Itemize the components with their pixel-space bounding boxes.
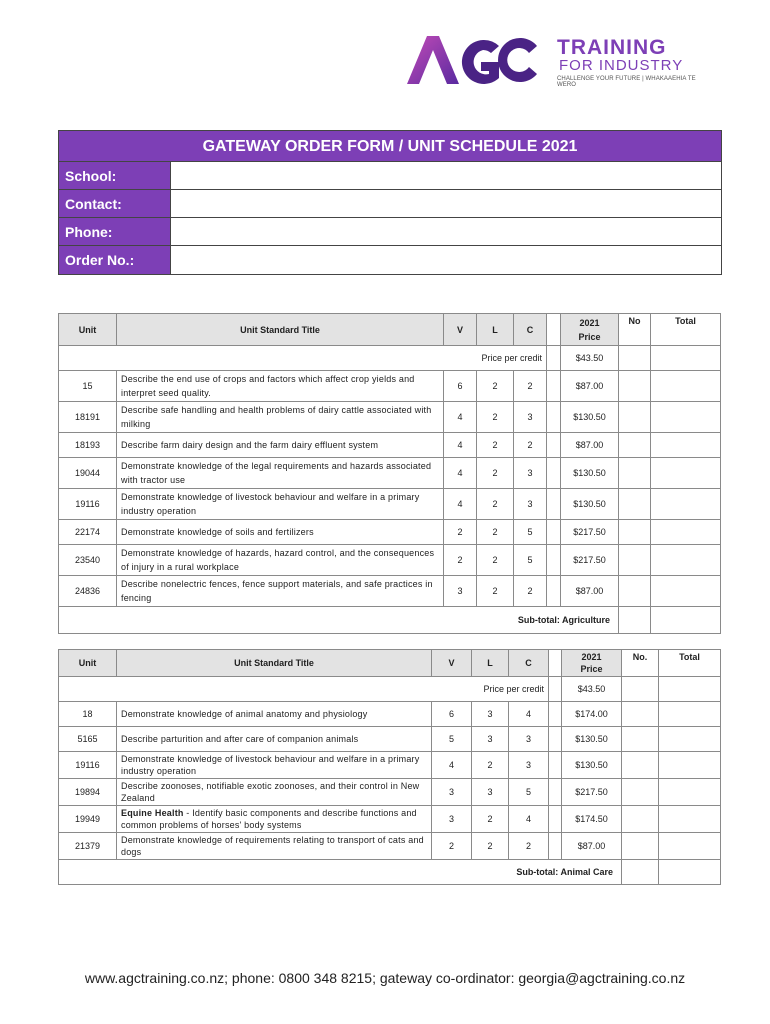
v-value: 4 <box>444 402 477 433</box>
c-value: 3 <box>509 727 549 752</box>
form-row-order-no <box>59 246 721 274</box>
price-label: Price <box>578 331 601 342</box>
unit-title-text: - Identify basic components and describe functions and common problems of horses' body systems <box>121 808 417 830</box>
c-value: 5 <box>509 779 549 806</box>
l-value: 2 <box>477 402 514 433</box>
table-row <box>59 752 721 779</box>
v-value: 4 <box>444 489 477 520</box>
v-value: 2 <box>444 520 477 545</box>
order-no-field[interactable] <box>171 246 721 274</box>
unit-title: Describe nonelectric fences, fence support materials, and safe practices in fencing <box>117 576 444 607</box>
phone-label: Phone: <box>59 218 171 245</box>
price-value: $87.00 <box>561 576 619 607</box>
unit-number: 19949 <box>59 806 117 833</box>
subtotal-label: Sub-total: Agriculture <box>59 607 619 634</box>
table-row <box>59 702 721 727</box>
subtotal-row <box>59 860 721 885</box>
subtotal-cell[interactable] <box>659 860 721 885</box>
total-cell[interactable] <box>651 346 721 371</box>
total-cell[interactable] <box>651 545 721 576</box>
unit-number: 18191 <box>59 402 117 433</box>
gap-cell <box>547 545 561 576</box>
phone-field[interactable] <box>171 218 721 245</box>
col-price <box>562 650 622 677</box>
school-label: School: <box>59 162 171 189</box>
no-cell[interactable] <box>622 860 659 885</box>
no-cell[interactable] <box>622 677 659 702</box>
col-total: Total <box>659 650 721 677</box>
unit-title <box>117 702 432 727</box>
form-row-contact <box>59 190 721 218</box>
unit-number: 21379 <box>59 833 117 860</box>
gap-cell <box>549 752 562 779</box>
price-value: $130.50 <box>561 489 619 520</box>
order-no-label: Order No.: <box>59 246 171 274</box>
l-value: 2 <box>472 806 509 833</box>
total-cell[interactable] <box>651 520 721 545</box>
total-cell[interactable] <box>651 433 721 458</box>
order-form-header <box>58 130 722 275</box>
col-c: C <box>514 314 547 346</box>
c-value: 2 <box>509 833 549 860</box>
unit-number: 5165 <box>59 727 117 752</box>
col-gap <box>549 650 562 677</box>
unit-number: 19116 <box>59 752 117 779</box>
no-cell[interactable] <box>619 576 651 607</box>
v-value: 3 <box>432 806 472 833</box>
table-row <box>59 727 721 752</box>
agriculture-table <box>58 313 721 634</box>
unit-title-text: Demonstrate knowledge of animal anatomy and physiology <box>121 709 368 719</box>
c-value: 2 <box>514 371 547 402</box>
table-row <box>59 520 721 545</box>
unit-title: Describe farm dairy design and the farm dairy effluent system <box>117 433 444 458</box>
table-row <box>59 489 721 520</box>
col-title: Unit Standard Title <box>117 650 432 677</box>
v-value: 5 <box>432 727 472 752</box>
unit-number: 19116 <box>59 489 117 520</box>
total-cell[interactable] <box>651 402 721 433</box>
c-value: 2 <box>514 433 547 458</box>
no-cell[interactable] <box>619 607 651 634</box>
price-year: 2021 <box>579 317 600 328</box>
l-value: 2 <box>477 371 514 402</box>
unit-title: Demonstrate knowledge of the legal requirements and hazards associated with tractor use <box>117 458 444 489</box>
gap-cell <box>549 727 562 752</box>
price-per-credit-row <box>59 346 721 371</box>
form-row-phone <box>59 218 721 246</box>
gap-cell <box>547 371 561 402</box>
gap-cell <box>549 702 562 727</box>
no-cell[interactable] <box>619 545 651 576</box>
brand-tagline: CHALLENGE YOUR FUTURE | WHAKAAEHIA TE WERO <box>557 76 696 88</box>
brand-name-line2: FOR INDUSTRY <box>559 57 684 74</box>
unit-title-text: Describe zoonoses, notifiable exotic zoonoses, and their control in New Zealand <box>121 781 420 803</box>
table-row <box>59 402 721 433</box>
price-per-credit-row <box>59 677 721 702</box>
contact-field[interactable] <box>171 190 721 217</box>
col-c: C <box>509 650 549 677</box>
subtotal-label: Sub-total: Animal Care <box>59 860 622 885</box>
l-value: 3 <box>472 727 509 752</box>
l-value: 3 <box>472 779 509 806</box>
price-label: Price <box>580 664 603 674</box>
agriculture-header-row <box>59 314 721 346</box>
price-value: $130.50 <box>561 458 619 489</box>
animal-care-table <box>58 649 721 885</box>
table-row <box>59 576 721 607</box>
unit-title: Demonstrate knowledge of livestock behaviour and welfare in a primary industry operation <box>117 489 444 520</box>
no-cell[interactable] <box>619 402 651 433</box>
total-cell[interactable] <box>651 458 721 489</box>
form-row-school <box>59 162 721 190</box>
total-cell[interactable] <box>659 727 721 752</box>
l-value: 2 <box>477 520 514 545</box>
l-value: 2 <box>477 433 514 458</box>
no-cell[interactable] <box>619 520 651 545</box>
unit-title <box>117 806 432 833</box>
price-value: $130.50 <box>561 402 619 433</box>
subtotal-cell[interactable] <box>651 607 721 634</box>
l-value: 2 <box>477 576 514 607</box>
gap-cell <box>547 402 561 433</box>
col-v: V <box>444 314 477 346</box>
unit-number: 23540 <box>59 545 117 576</box>
unit-title: Describe the end use of crops and factors which affect crop yields and interpret seed quality. <box>117 371 444 402</box>
c-value: 5 <box>514 545 547 576</box>
price-per-credit-value: $43.50 <box>561 346 619 371</box>
total-cell[interactable] <box>659 702 721 727</box>
gap-cell <box>547 520 561 545</box>
total-cell[interactable] <box>659 677 721 702</box>
l-value: 2 <box>472 752 509 779</box>
gap-cell <box>547 489 561 520</box>
table-row <box>59 779 721 806</box>
col-total: Total <box>651 314 721 346</box>
table-row <box>59 833 721 860</box>
l-value: 2 <box>477 489 514 520</box>
total-cell[interactable] <box>651 576 721 607</box>
c-value: 3 <box>514 458 547 489</box>
no-cell[interactable] <box>619 489 651 520</box>
l-value: 2 <box>477 545 514 576</box>
v-value: 2 <box>432 833 472 860</box>
total-cell[interactable] <box>659 752 721 779</box>
agc-logo <box>405 32 715 88</box>
table-row <box>59 371 721 402</box>
col-unit: Unit <box>59 314 117 346</box>
unit-number: 19044 <box>59 458 117 489</box>
total-cell[interactable] <box>651 371 721 402</box>
col-l: L <box>477 314 514 346</box>
col-gap <box>547 314 561 346</box>
subtotal-row <box>59 607 721 634</box>
agc-logo-mark <box>405 32 545 88</box>
price-value: $217.50 <box>561 520 619 545</box>
price-value: $87.00 <box>561 371 619 402</box>
col-unit: Unit <box>59 650 117 677</box>
l-value: 3 <box>472 702 509 727</box>
unit-title <box>117 727 432 752</box>
no-cell[interactable] <box>619 371 651 402</box>
col-no: No. <box>622 650 659 677</box>
price-value: $130.50 <box>562 727 622 752</box>
c-value: 4 <box>509 702 549 727</box>
c-value: 5 <box>514 520 547 545</box>
unit-title <box>117 779 432 806</box>
gap-cell <box>549 806 562 833</box>
no-cell[interactable] <box>622 727 659 752</box>
unit-title-text: Demonstrate knowledge of livestock behaviour and welfare in a primary industry operation <box>121 754 420 776</box>
v-value: 3 <box>432 779 472 806</box>
col-price <box>561 314 619 346</box>
price-value: $174.00 <box>562 702 622 727</box>
price-value: $87.00 <box>561 433 619 458</box>
price-value: $130.50 <box>562 752 622 779</box>
gap-cell <box>549 833 562 860</box>
total-cell[interactable] <box>659 779 721 806</box>
no-cell[interactable] <box>622 752 659 779</box>
v-value: 4 <box>444 458 477 489</box>
no-cell[interactable] <box>622 779 659 806</box>
v-value: 6 <box>432 702 472 727</box>
total-cell[interactable] <box>659 833 721 860</box>
unit-number: 18193 <box>59 433 117 458</box>
v-value: 6 <box>444 371 477 402</box>
unit-number: 24836 <box>59 576 117 607</box>
no-cell[interactable] <box>622 702 659 727</box>
price-year: 2021 <box>581 652 602 662</box>
no-cell[interactable] <box>622 806 659 833</box>
price-per-credit-label: Price per credit <box>59 677 549 702</box>
v-value: 2 <box>444 545 477 576</box>
col-no: No <box>619 314 651 346</box>
c-value: 2 <box>514 576 547 607</box>
school-field[interactable] <box>171 162 721 189</box>
l-value: 2 <box>477 458 514 489</box>
price-value: $217.50 <box>562 779 622 806</box>
gap-cell <box>547 346 561 371</box>
contact-label: Contact: <box>59 190 171 217</box>
c-value: 3 <box>509 752 549 779</box>
col-title: Unit Standard Title <box>117 314 444 346</box>
unit-title: Describe safe handling and health problems of dairy cattle associated with milking <box>117 402 444 433</box>
unit-number: 22174 <box>59 520 117 545</box>
unit-title <box>117 752 432 779</box>
price-per-credit-label: Price per credit <box>59 346 547 371</box>
price-per-credit-value: $43.50 <box>562 677 622 702</box>
no-cell[interactable] <box>619 346 651 371</box>
v-value: 4 <box>432 752 472 779</box>
gap-cell <box>549 779 562 806</box>
table-row <box>59 433 721 458</box>
gap-cell <box>549 677 562 702</box>
c-value: 3 <box>514 489 547 520</box>
gap-cell <box>547 576 561 607</box>
no-cell[interactable] <box>622 833 659 860</box>
table-row <box>59 458 721 489</box>
col-l: L <box>472 650 509 677</box>
v-value: 3 <box>444 576 477 607</box>
no-cell[interactable] <box>619 433 651 458</box>
unit-title: Demonstrate knowledge of soils and fertilizers <box>117 520 444 545</box>
c-value: 3 <box>514 402 547 433</box>
brand-name-line1: TRAINING <box>557 36 667 59</box>
gap-cell <box>547 433 561 458</box>
no-cell[interactable] <box>619 458 651 489</box>
total-cell[interactable] <box>651 489 721 520</box>
price-value: $87.00 <box>562 833 622 860</box>
price-value: $174.50 <box>562 806 622 833</box>
unit-title-bold: Equine Health <box>121 808 184 818</box>
animal-care-header-row <box>59 650 721 677</box>
c-value: 4 <box>509 806 549 833</box>
table-row <box>59 806 721 833</box>
gap-cell <box>547 458 561 489</box>
total-cell[interactable] <box>659 806 721 833</box>
price-value: $217.50 <box>561 545 619 576</box>
unit-title <box>117 833 432 860</box>
table-row <box>59 545 721 576</box>
unit-number: 18 <box>59 702 117 727</box>
v-value: 4 <box>444 433 477 458</box>
unit-number: 19894 <box>59 779 117 806</box>
unit-title-text: Describe parturition and after care of companion animals <box>121 734 359 744</box>
l-value: 2 <box>472 833 509 860</box>
form-title: GATEWAY ORDER FORM / UNIT SCHEDULE 2021 <box>59 131 721 162</box>
footer-contact: www.agctraining.co.nz; phone: 0800 348 8215; gateway co-ordinator: georgia@agctraining.co.nz <box>84 970 686 986</box>
unit-title-text: Demonstrate knowledge of requirements relating to transport of cats and dogs <box>121 835 424 857</box>
unit-number: 15 <box>59 371 117 402</box>
unit-title: Demonstrate knowledge of hazards, hazard control, and the consequences of injury in a rural workplace <box>117 545 444 576</box>
col-v: V <box>432 650 472 677</box>
